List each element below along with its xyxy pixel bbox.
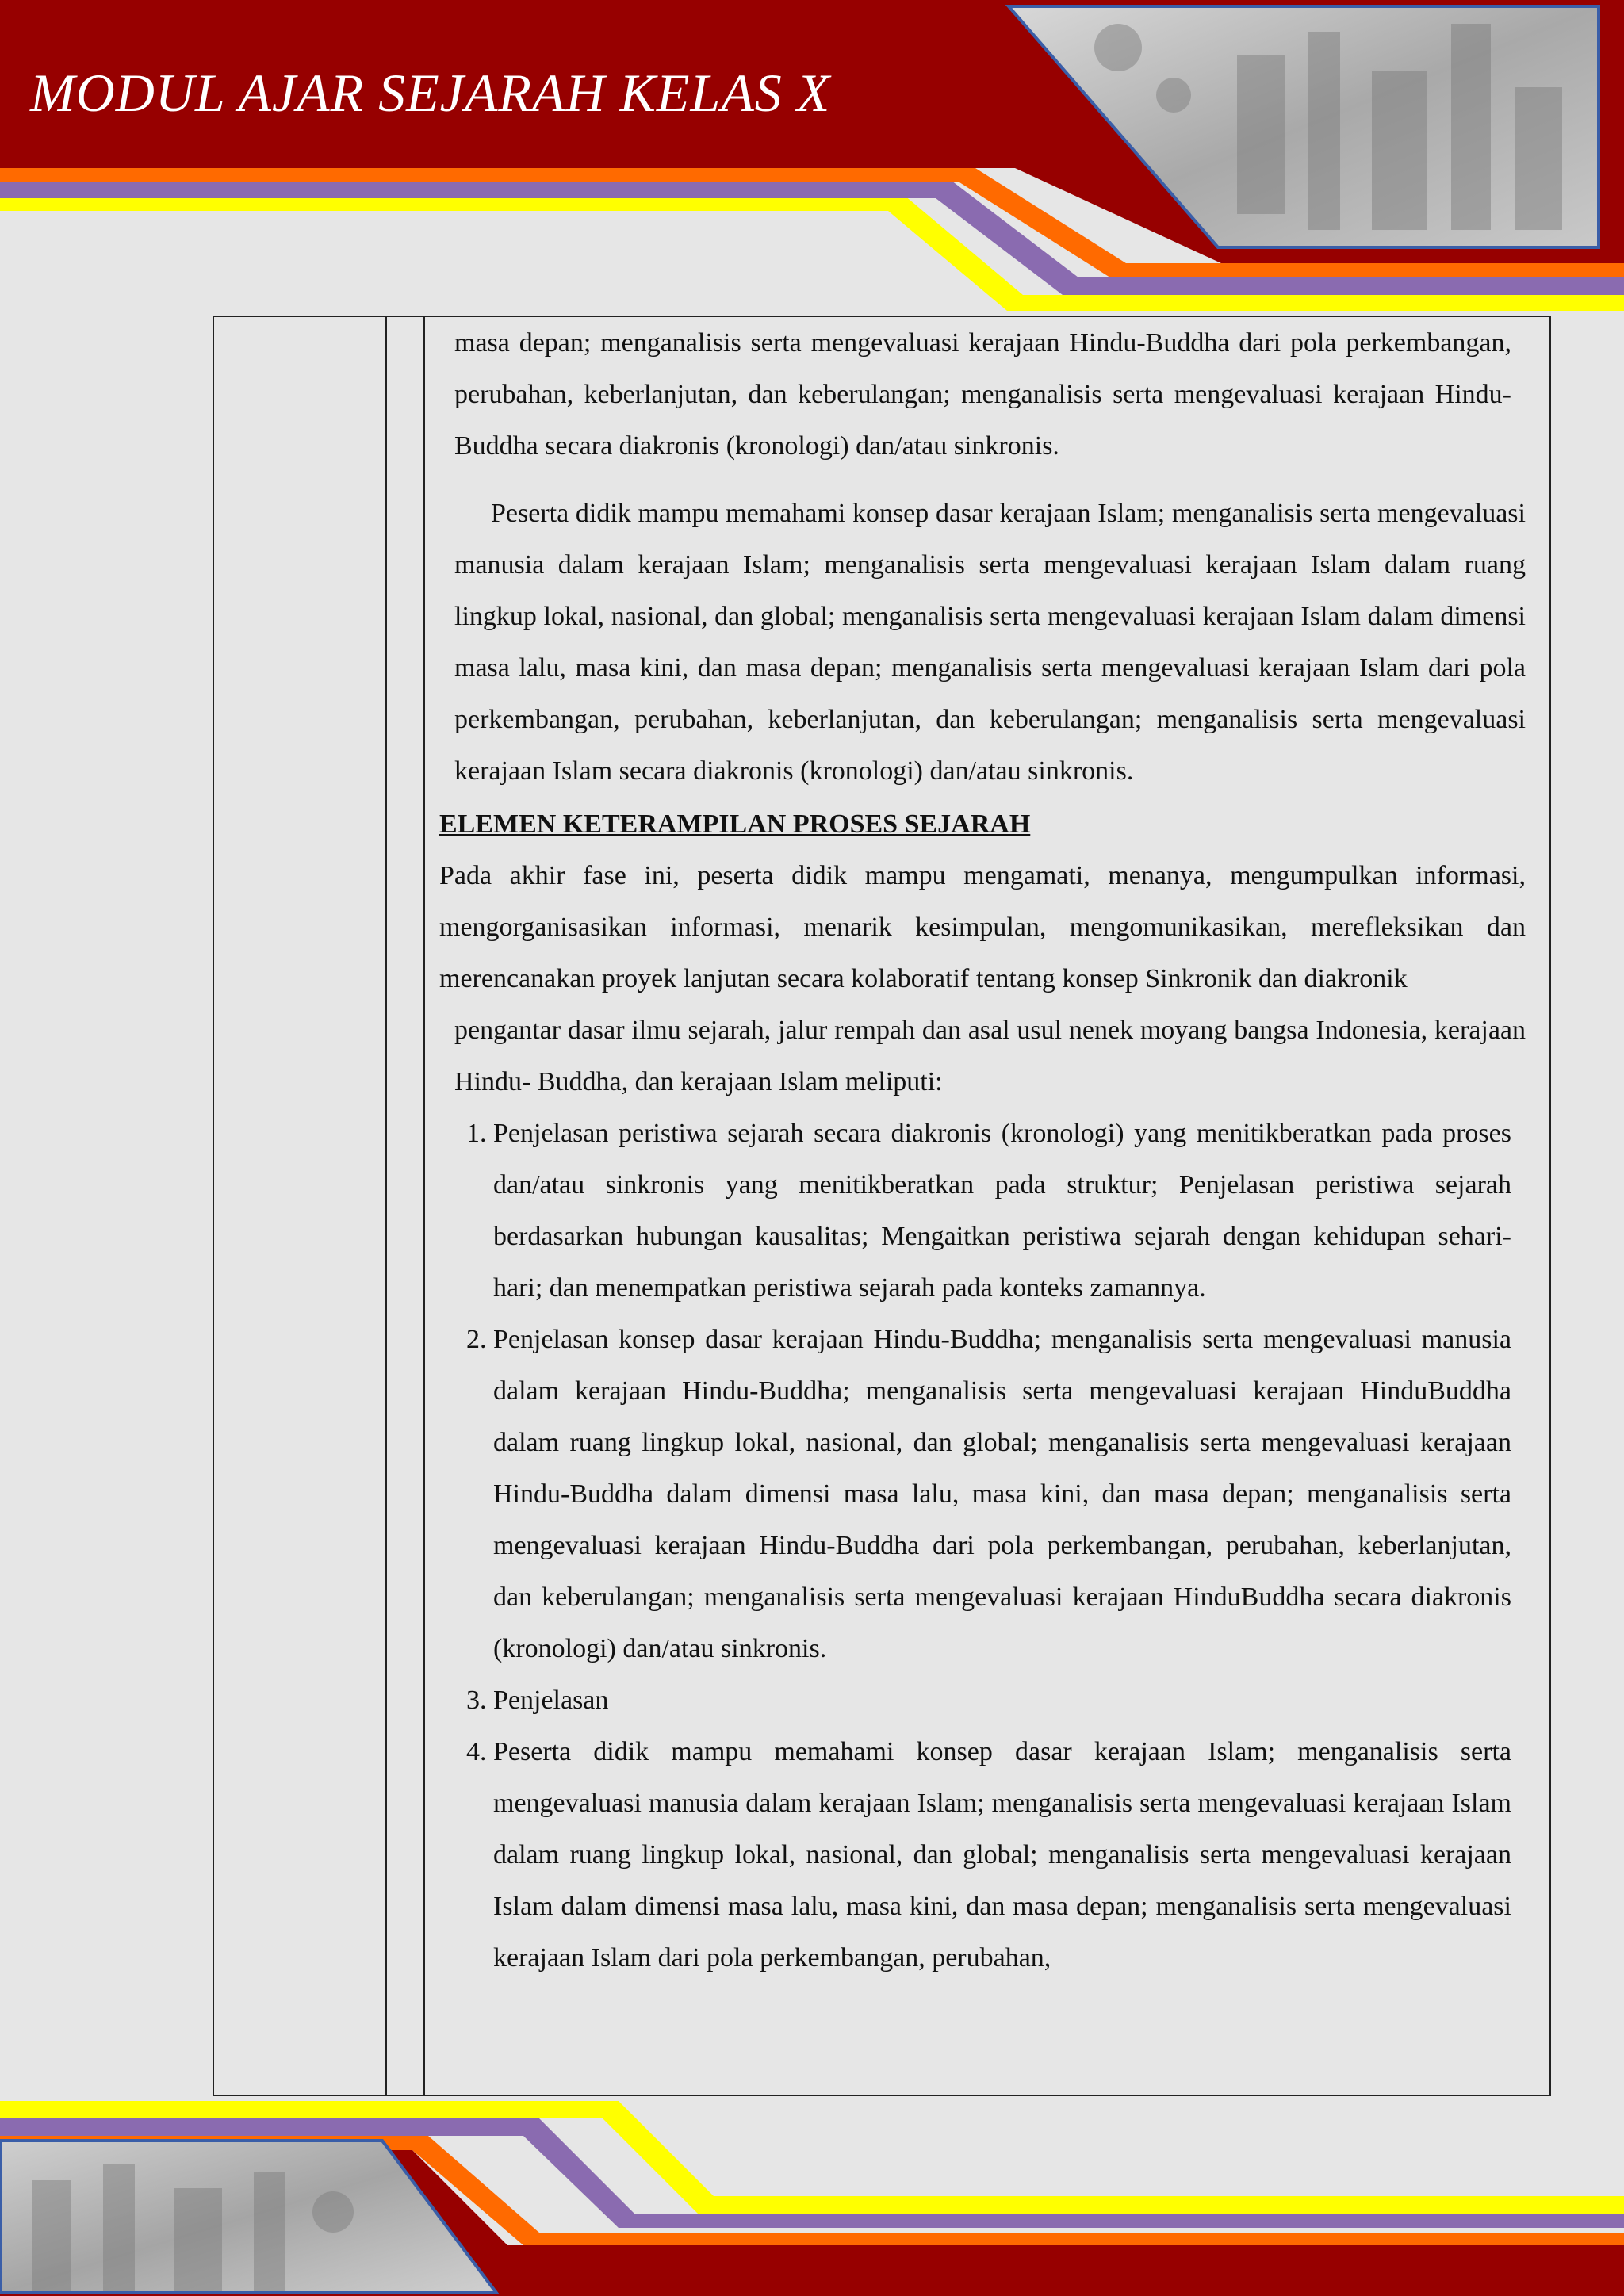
hindu-buddha-continuation-paragraph: masa depan; menganalisis serta mengevaluasi kerajaan Hindu-Buddha dari pola perkembangan, perubahan, keberlanjutan, dan keberulangan; menganalisis serta mengevaluasi kerajaan Hindu-Buddha secara diakronis (kronologi) dan/atau sinkronis. <box>454 328 1511 461</box>
page-footer <box>0 2093 1624 2296</box>
list-item: 2. Penjelasan konsep dasar kerajaan Hindu-Buddha; menganalisis serta mengevaluasi manusia dalam kerajaan Hindu-Buddha; menganalisis serta mengevaluasi kerajaan HinduBuddha dalam ruang lingkup lokal, nasional, dan global; menganalisis serta mengevaluasi kerajaan Hindu-Buddha dalam dimensi masa lalu, masa kini, dan masa depan; menganalisis serta mengevaluasi kerajaan Hindu-Buddha dari pola perkembangan, perubahan, keberlanjutan, dan keberulangan; menganalisis serta mengevaluasi kerajaan HinduBuddha secara diakronis (kronologi) dan/atau sinkronis. <box>493 1314 1511 1674</box>
module-title: MODUL AJAR SEJARAH KELAS X <box>30 63 831 123</box>
header-banner-graphic <box>0 0 1624 333</box>
section-paragraph: Pada akhir fase ini, peserta didik mampu mengamati, menanya, mengumpulkan informasi, mengorganisasikan informasi, menarik kesimpulan, mengomunikasikan, merefleksikan dan merencanakan proyek lanjutan secara kolaboratif tentang konsep Sinkronik dan diakronik <box>439 861 1526 993</box>
footer-banner-graphic <box>0 2093 1624 2296</box>
page-header <box>0 0 1624 333</box>
list-item: 4. Peserta didik mampu memahami konsep dasar kerajaan Islam; menganalisis serta mengevaluasi manusia dalam kerajaan Islam; menganalisis serta mengevaluasi kerajaan Islam dalam ruang lingkup lokal, nasional, dan global; menganalisis serta mengevaluasi kerajaan Islam dalam dimensi masa lalu, masa kini, dan masa depan; menganalisis serta mengevaluasi kerajaan Islam dari pola perkembangan, perubahan, <box>493 1726 1511 1984</box>
table-column-divider <box>423 317 425 2095</box>
content-cell <box>439 317 1526 1984</box>
list-item: 3. Penjelasan <box>493 1674 1511 1726</box>
table-column-divider <box>385 317 387 2095</box>
section-heading: ELEMEN KETERAMPILAN PROSES SEJARAH <box>439 809 1031 839</box>
numbered-list <box>439 1108 1526 1984</box>
intro-paragraph: pengantar dasar ilmu sejarah, jalur rempah dan asal usul nenek moyang bangsa Indonesia, kerajaan Hindu- Buddha, dan kerajaan Islam meliputi: <box>454 1016 1526 1096</box>
list-item: 1. Penjelasan peristiwa sejarah secara diakronis (kronologi) yang menitikberatkan pada proses dan/atau sinkronis yang menitikberatkan pada struktur; Penjelasan peristiwa sejarah berdasarkan hubungan kausalitas; Mengaitkan peristiwa sejarah dengan kehidupan sehari-hari; dan menempatkan peristiwa sejarah pada konteks zamannya. <box>493 1108 1511 1314</box>
islam-paragraph: Peserta didik mampu memahami konsep dasar kerajaan Islam; menganalisis serta mengevaluasi manusia dalam kerajaan Islam; menganalisis serta mengevaluasi kerajaan Islam dalam ruang lingkup lokal, nasional, dan global; menganalisis serta mengevaluasi kerajaan Islam dalam dimensi masa lalu, masa kini, dan masa depan; menganalisis serta mengevaluasi kerajaan Islam dari pola perkembangan, perubahan, keberlanjutan, dan keberulangan; menganalisis serta mengevaluasi kerajaan Islam secara diakronis (kronologi) dan/atau sinkronis. <box>454 499 1526 786</box>
